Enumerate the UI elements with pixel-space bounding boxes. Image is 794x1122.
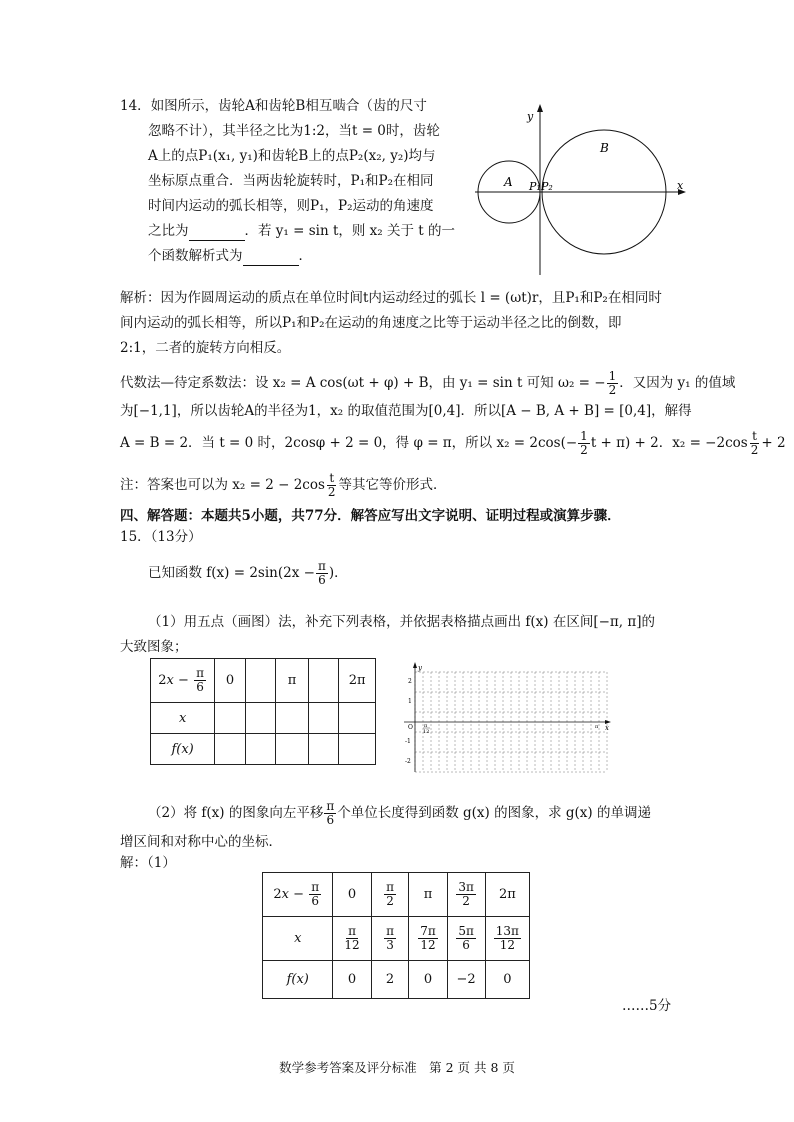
q15-number: 15．（13分） (120, 529, 202, 545)
empty-table-cell (308, 659, 338, 703)
grid-tick-minus2: -2 (405, 758, 411, 765)
grid-label-y: y (418, 664, 422, 672)
analysis-line1: 解析：因为作圆周运动的质点在单位时间t内运动经过的弧长 l = (ωt)r，且P₁和P₂在相同时 (120, 290, 662, 306)
grid-label-x: x (605, 724, 609, 732)
analysis-note: 注：答案也可以为 x₂ = 2 − 2cos $\frac{t}{2}$ 等其它等价形式． (120, 471, 447, 499)
gear-label-a: A (504, 175, 513, 189)
fraction-t-half: $\frac{t}{2}$ (750, 429, 759, 457)
analysis-line3: 2:1，二者的旋转方向相反。 (120, 340, 291, 356)
empty-table-cell (276, 703, 309, 734)
empty-table-label-x: x (151, 703, 215, 734)
answer-table (262, 872, 530, 999)
answer-table-label-x: x (263, 917, 333, 961)
empty-five-point-table (150, 658, 376, 765)
answer-table-label-f: f(x) (263, 961, 333, 999)
empty-table-cell (339, 734, 376, 765)
fraction-pi-six-label: $\frac{\pi}{6}$ (196, 666, 204, 694)
gear-label-y: y (527, 110, 534, 123)
answer-cell-r2c5: $\frac{13\pi}{12}$ (485, 917, 529, 961)
grid-tick-minus1: -1 (405, 738, 411, 745)
grid-tick-pi-den: 12 (423, 729, 430, 735)
grid-tick-pi-num: π (424, 723, 428, 729)
empty-table-cell: 0 (215, 659, 246, 703)
q14-line5: 时间内运动的弧长相等，则P₁，P₂运动的角速度 (148, 198, 434, 214)
answer-blank-1 (189, 226, 245, 241)
empty-table-cell: 2π (339, 659, 376, 703)
analysis-line4: 代数法—待定系数法：设 x₂ = A cos(ωt + φ) + B，由 y₁ = sin t 可知 ω₂ = − $\frac{1}{2}$ ．又因为 y₁ 的值域 (120, 369, 736, 397)
score-note: ……5分 (622, 998, 672, 1014)
empty-table-cell (245, 703, 275, 734)
answer-cell-r3c5: 0 (485, 961, 529, 999)
gear-y-arrow (537, 104, 543, 112)
q15-given: 已知函数 f(x) = 2sin(2x − $\frac{\pi}{6}$ )． (148, 559, 348, 587)
grid-tick-1: 1 (408, 698, 412, 705)
answer-cell-r3c2: 2 (371, 961, 409, 999)
q14-line6: 之比为 ．若 y₁ = sin t，则 x₂ 关于 t 的一 (148, 223, 455, 239)
empty-table-cell (245, 659, 275, 703)
grid-label-origin: O (408, 724, 413, 731)
q15-part1-line1: （1）用五点（画图）法，补充下列表格，并依据表格描点画出 f(x) 在区间[−π, π]的 (148, 614, 655, 630)
fraction-pi-six-shift: $\frac{\pi}{6}$ (326, 799, 335, 827)
empty-table-cell (308, 703, 338, 734)
q14-line3: A上的点P₁(x₁, y₁)和齿轮B上的点P₂(x₂, y₂)均与 (148, 148, 436, 164)
q15-part2-line2: 增区间和对称中心的坐标． (120, 834, 282, 850)
answer-cell-r1c1: 0 (333, 873, 371, 917)
fraction-pi-six: $\frac{\pi}{6}$ (317, 559, 326, 587)
answer-cell-r2c1: $\frac{\pi}{12}$ (333, 917, 371, 961)
empty-table-cell (215, 734, 246, 765)
empty-table-label-angle: 2x − $\frac{\pi}{6}$ (151, 659, 215, 703)
answer-cell-r1c4: $\frac{3\pi}{2}$ (447, 873, 485, 917)
empty-table-cell (215, 703, 246, 734)
q15-solution-label: 解：（1） (120, 855, 176, 871)
gear-label-p1: P₁ (529, 180, 541, 193)
fraction-one-half-b: $\frac{1}{2}$ (580, 429, 588, 457)
answer-cell-r2c2: $\frac{\pi}{3}$ (371, 917, 409, 961)
grid-tick-pi-end: π (595, 724, 599, 730)
q14-line7: 个函数解析式为 ． (148, 248, 312, 264)
q14-line2: 忽略不计），其半径之比为1:2，当t = 0时，齿轮 (148, 123, 440, 139)
answer-cell-r2c3: $\frac{7\pi}{12}$ (409, 917, 447, 961)
section-four-heading: 四、解答题：本题共5小题，共77分．解答应写出文字说明、证明过程或演算步骤． (120, 508, 621, 524)
answer-cell-r3c1: 0 (333, 961, 371, 999)
empty-table-label-f: f(x) (151, 734, 215, 765)
grid-y-arrow (413, 662, 417, 668)
fraction-one-half: $\frac{1}{2}$ (608, 369, 617, 397)
answer-cell-r1c2: $\frac{\pi}{2}$ (371, 873, 409, 917)
gear-figure (470, 100, 690, 280)
answer-table-label-angle: 2x − $\frac{\pi}{6}$ (263, 873, 333, 917)
fraction-pi-six-ans: $\frac{\pi}{6}$ (311, 880, 320, 908)
page-footer: 数学参考答案及评分标准 第 2 页 共 8 页 (279, 1060, 515, 1075)
analysis-line2: 间内运动的弧长相等，所以P₁和P₂在运动的角速度之比等于运动半径之比的倒数，即 (120, 315, 622, 331)
q15-part1-line2: 大致图象； (120, 639, 188, 655)
fraction-t-half-note: $\frac{t}{2}$ (327, 471, 336, 499)
empty-table-cell (308, 734, 338, 765)
answer-cell-r3c4: −2 (447, 961, 485, 999)
gear-label-x: x (677, 179, 684, 192)
empty-table-cell (339, 703, 376, 734)
empty-table-cell: π (276, 659, 309, 703)
empty-table-cell (276, 734, 309, 765)
answer-cell-r1c3: π (409, 873, 447, 917)
analysis-line6: A = B = 2．当 t = 0 时，2cosφ + 2 = 0，得 φ = π，所以 x₂ = 2cos(− $\frac{1}{2}$ t + π) + 2．x₂ = −2cos $\frac{t}{2}$ + 2 (120, 429, 786, 457)
q14-line4: 坐标原点重合．当两齿轮旋转时，P₁和P₂在相同 (148, 173, 434, 189)
q14-line1: 14．如图所示，齿轮A和齿轮B相互啮合（齿的尺寸 (120, 98, 427, 114)
grid-tick-2: 2 (408, 678, 412, 685)
answer-cell-r3c3: 0 (409, 961, 447, 999)
q15-part2-line1: （2）将 f(x) 的图象向左平移 $\frac{\pi}{6}$ 个单位长度得到函数 g(x) 的图象，求 g(x) 的单调递 (148, 799, 651, 827)
answer-cell-r1c5: 2π (485, 873, 529, 917)
gear-label-b: B (600, 141, 609, 155)
empty-table-cell (245, 734, 275, 765)
gear-label-p2: P₂ (541, 180, 553, 193)
answer-blank-2 (243, 251, 299, 266)
plot-grid (400, 660, 615, 775)
answer-cell-r2c4: $\frac{5\pi}{6}$ (447, 917, 485, 961)
analysis-line5: 为[−1,1]，所以齿轮A的半径为1，x₂ 的取值范围为[0,4]．所以[A − B, A + B] = [0,4]，解得 (120, 403, 692, 419)
